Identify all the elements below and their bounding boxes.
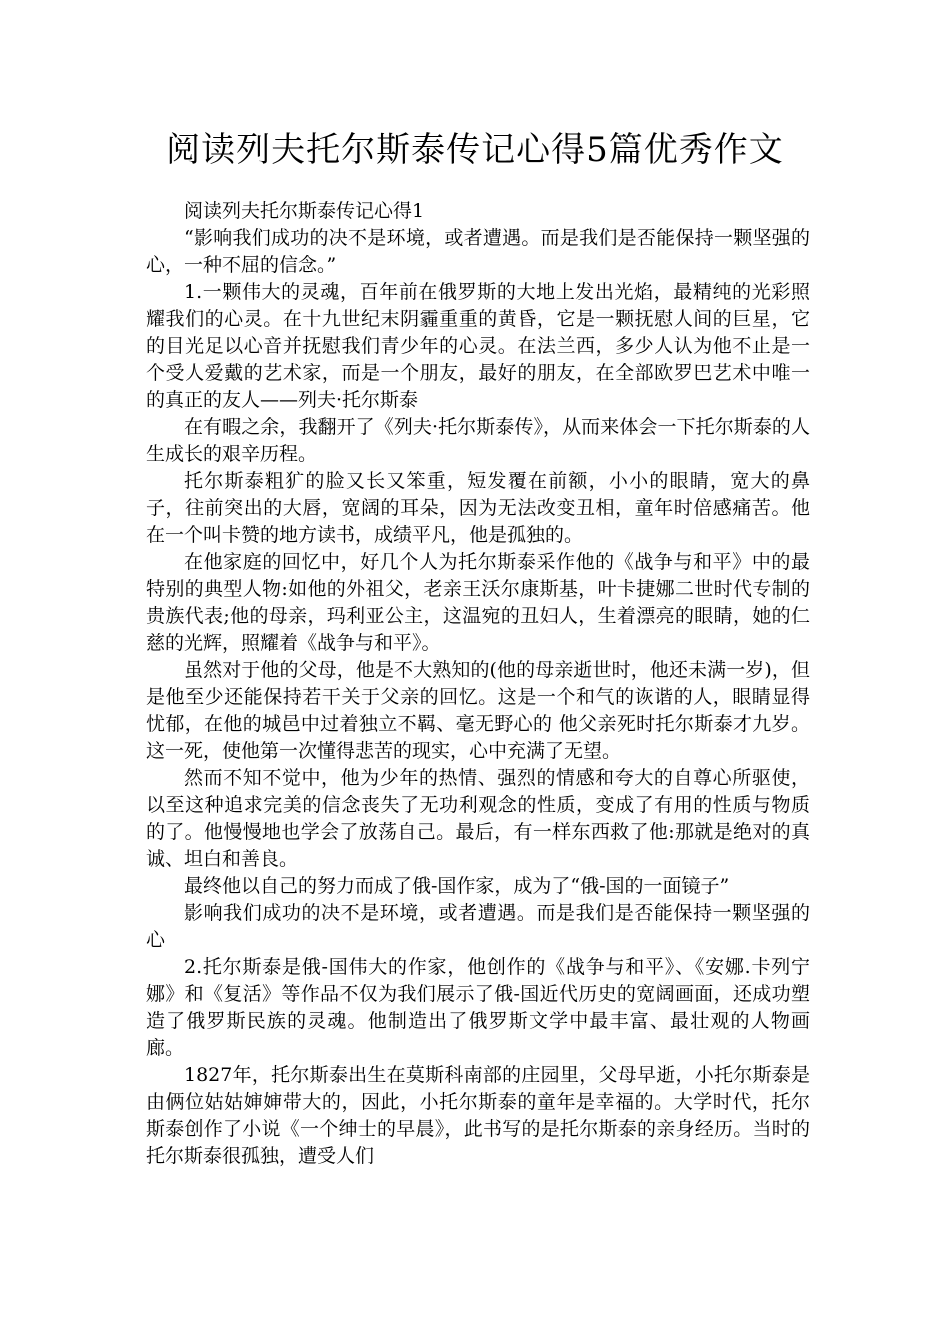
- paragraph: 影响我们成功的决不是环境，或者遭遇。而是我们是否能保持一颗坚强的心: [146, 902, 810, 951]
- paragraph: 1.一颗伟大的灵魂，百年前在俄罗斯的大地上发出光焰，最精纯的光彩照耀我们的心灵。在十九世纪末阴霾重重的黄昏，它是一颗抚慰人间的巨星，它的目光足以心音并抚慰我们青少年的心灵。在法兰西，多少人认为他不止是一个受人爱戴的艺术家，而是一个朋友，最好的朋友，在全部欧罗巴艺术中唯一的真正的友人——列夫·托尔斯泰: [146, 281, 810, 411]
- paragraph: 托尔斯泰粗犷的脸又长又笨重，短发覆在前额，小小的眼睛，宽大的鼻子，往前突出的大唇，宽阔的耳朵，因为无法改变丑相，童年时倍感痛苦。他在一个叫卡赞的地方读书，成绩平凡，他是孤独的。: [146, 470, 810, 546]
- paragraph: 在他家庭的回忆中，好几个人为托尔斯泰采作他的《战争与和平》中的最特别的典型人物:如他的外祖父，老亲王沃尔康斯基，叶卡捷娜二世时代专制的贵族代表;他的母亲，玛利亚公主，这温宛的丑妇人，生着漂亮的眼睛，她的仁慈的光辉，照耀着《战争与和平》。: [146, 551, 810, 654]
- paragraph: 2.托尔斯泰是俄-国伟大的作家，他创作的《战争与和平》、《安娜.卡列宁娜》和《复活》等作品不仅为我们展示了俄-国近代历史的宽阔画面，还成功塑造了俄罗斯民族的灵魂。他制造出了俄罗斯文学中最丰富、最壮观的人物画廊。: [146, 956, 810, 1059]
- document-body: [146, 198, 810, 1170]
- paragraph: 然而不知不觉中，他为少年的热情、强烈的情感和夸大的自尊心所驱使，以至这种追求完美的信念丧失了无功利观念的性质，变成了有用的性质与物质的了。他慢慢地也学会了放荡自己。最后，有一样东西救了他:那就是绝对的真诚、坦白和善良。: [146, 767, 810, 870]
- section-heading-1: 阅读列夫托尔斯泰传记心得1: [184, 200, 425, 222]
- paragraph: 1827年，托尔斯泰出生在莫斯科南部的庄园里，父母早逝，小托尔斯泰是由俩位姑姑婶婶带大的，因此，小托尔斯泰的童年是幸福的。大学时代，托尔斯泰创作了小说《一个绅士的早晨》，此书写的是托尔斯泰的亲身经历。当时的托尔斯泰很孤独，遭受人们: [146, 1064, 810, 1167]
- paragraph: 虽然对于他的父母，他是不大熟知的(他的母亲逝世时，他还未满一岁)，但是他至少还能保持若干关于父亲的回忆。这是一个和气的诙谐的人，眼睛显得忧郁，在他的城邑中过着独立不羁、毫无野心的 他父亲死时托尔斯泰才九岁。这一死，使他第一次懂得悲苦的现实，心中充满了无望。: [146, 659, 810, 762]
- paragraph: 最终他以自己的努力而成了俄-国作家，成为了“俄-国的一面镜子”: [184, 875, 730, 897]
- paragraph: 在有暇之余，我翻开了《列夫·托尔斯泰传》，从而来体会一下托尔斯泰的人生成长的艰辛历程。: [146, 416, 810, 465]
- document-title: 阅读列夫托尔斯泰传记心得5篇优秀作文: [166, 130, 784, 170]
- paragraph: “影响我们成功的决不是环境，或者遭遇。而是我们是否能保持一颗坚强的心，一种不屈的信念。”: [146, 227, 810, 276]
